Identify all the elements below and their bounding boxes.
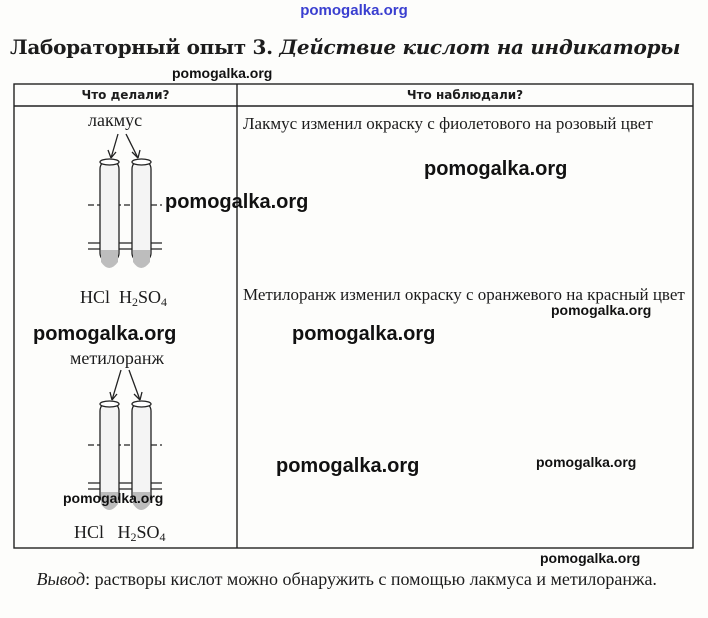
- watermark: pomogalka.org: [172, 65, 273, 81]
- tube-h2so4: [132, 160, 151, 262]
- watermark: pomogalka.org: [165, 191, 309, 213]
- watermark: pomogalka.org: [63, 490, 164, 506]
- watermark: pomogalka.org: [536, 454, 637, 470]
- watermark: pomogalka.org: [33, 323, 177, 345]
- test-tubes-methyl-orange: [88, 370, 162, 510]
- indicator-label-methyl-orange: метилоранж: [70, 348, 164, 368]
- arrow-right: [129, 370, 140, 400]
- conclusion: [14, 566, 704, 593]
- watermark: pomogalka.org: [292, 323, 436, 345]
- conclusion-label: Вывод: [36, 569, 86, 589]
- title-italic: Действие кислот на индикаторы: [279, 35, 681, 59]
- indicator-label-litmus: лакмус: [88, 110, 143, 130]
- conclusion-text: : растворы кислот можно обнаружить с помощью лакмуса и метилоранжа.: [85, 569, 657, 589]
- header-what-observed: Что наблюдали?: [406, 88, 524, 102]
- tube-hcl-liquid: [101, 250, 118, 268]
- tube-h2so4-liquid: [133, 250, 150, 268]
- tube-h2so4: [132, 402, 151, 504]
- watermark: pomogalka.org: [276, 455, 420, 477]
- test-tubes-litmus: [88, 134, 162, 268]
- watermark: pomogalka.org: [424, 158, 568, 180]
- arrow-right: [126, 134, 138, 158]
- acid-hcl: HCl: [74, 522, 105, 542]
- formula-row-1: [80, 287, 167, 310]
- acid-h2so4: $H_2SO_4$: [119, 287, 168, 309]
- acid-hcl: HCl: [80, 287, 111, 307]
- observation-methyl-orange: Метилоранж изменил окраску с оранжевого на красный цвет: [243, 285, 685, 304]
- acid-h2so4: $H_2SO_4$: [117, 522, 166, 544]
- header-what-done: Что делали?: [81, 88, 170, 102]
- observation-litmus: Лакмус изменил окраску с фиолетового на розовый цвет: [243, 114, 653, 133]
- watermark-top: pomogalka.org: [300, 2, 408, 19]
- tube-hcl: [100, 160, 119, 262]
- tube-hcl: [100, 402, 119, 504]
- watermark: pomogalka.org: [540, 550, 641, 566]
- watermark: pomogalka.org: [551, 302, 652, 318]
- formula-row-2: [74, 522, 166, 545]
- title-prefix: Лабораторный опыт 3.: [10, 35, 273, 59]
